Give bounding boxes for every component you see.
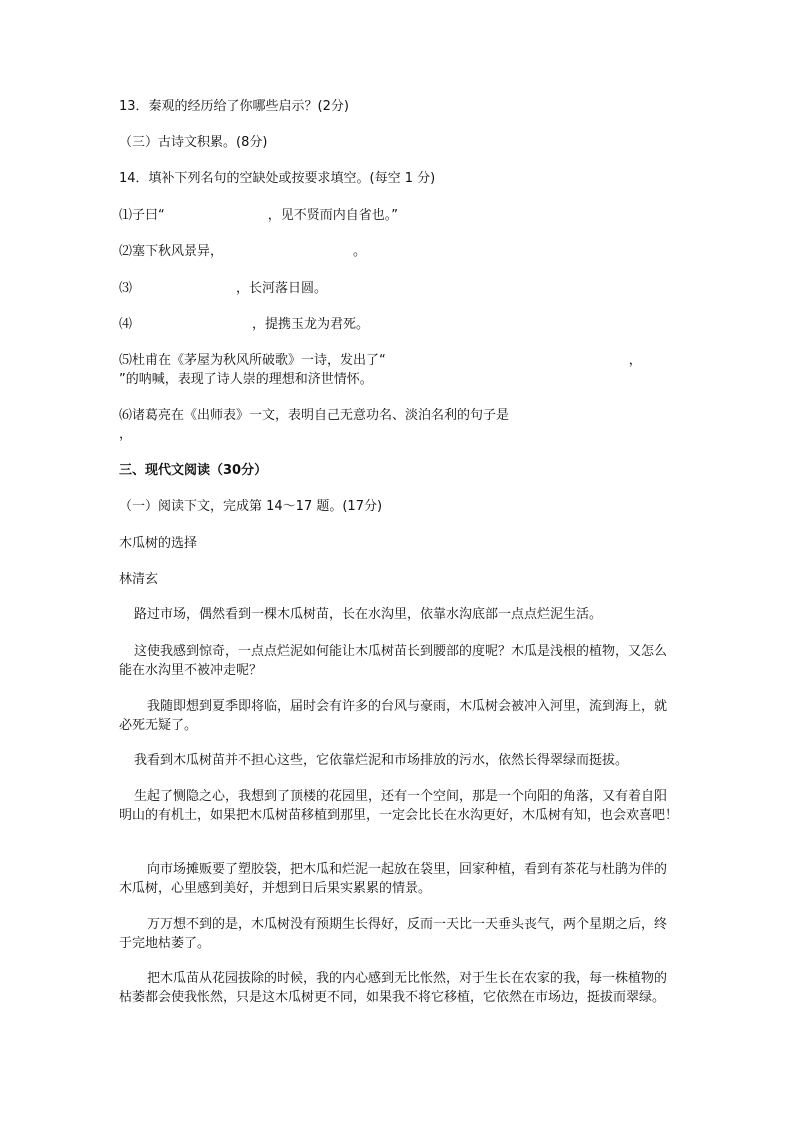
fill-in-item-2 [119, 242, 679, 261]
fill-2-prefix: ⑵塞下秋风景异， [119, 244, 224, 259]
fill-1-prefix: ⑴子曰“ [119, 208, 165, 223]
fill-5-prefix: ⑸杜甫在《茅屋为秋风所破歌》一诗，发出了“ [119, 353, 386, 368]
fill-in-item-1 [119, 206, 679, 225]
fill-3-suffix: ，长河落日圆。 [236, 281, 328, 296]
article-paragraph: 这使我感到惊奇，一点点烂泥如何能让木瓜树苗长到腰部的度呢？木瓜是浅根的植物，又怎么能在水沟里不被冲走呢？ [119, 644, 668, 678]
fill-2-suffix: 。 [353, 244, 367, 259]
article-title: 木瓜树的选择 [119, 536, 198, 551]
question-14: 14．填补下列名句的空缺处或按要求填空。(每空 1 分) [119, 171, 436, 186]
section-ancient-poetry-heading: （三）古诗文积累。(8分) [119, 135, 268, 150]
fill-1-suffix: ，见不贤而内自省也。” [267, 208, 398, 223]
fill-in-item-5-line-2: ”的呐喊，表现了诗人崇的理想和济世情怀。 [119, 372, 373, 387]
article-paragraph: 路过市场，偶然看到一棵木瓜树苗，长在水沟里，依靠水沟底部一点点烂泥生活。 [134, 607, 603, 622]
fill-in-item-4 [119, 315, 679, 334]
article-author: 林清玄 [119, 572, 159, 587]
fill-4-suffix: ，提携玉龙为君死。 [252, 317, 370, 332]
fill-3-prefix: ⑶ [119, 281, 133, 296]
article-paragraph: 万万想不到的是，木瓜树没有预期生长得好，反而一天比一天垂头丧气，两个星期之后，终于完地枯萎了。 [119, 917, 668, 951]
part-three-heading: 三、现代文阅读（30分） [119, 463, 268, 478]
article-paragraph: 我看到木瓜树苗并不担心这些，它依靠烂泥和市场排放的污水，依然长得翠绿而挺拔。 [134, 753, 629, 768]
fill-in-item-6-line-2: ， [119, 427, 133, 442]
article-paragraph: 向市场摊贩要了塑胶袋，把木瓜和烂泥一起放在袋里，回家种植，看到有茶花与杜鹃为伴的木瓜树，心里感到美好，并想到日后果实累累的情景。 [119, 862, 668, 896]
article-paragraph: 把木瓜苗从花园拔除的时候，我的内心感到无比怅然，对于生长在农家的我，每一株植物的枯萎都会使我怅然，只是这木瓜树更不同，如果我不将它移植，它依然在市场边，挺拔而翠绿。 [119, 971, 668, 1005]
article-paragraph: 我随即想到夏季即将临，届时会有许多的台风与豪雨，木瓜树会被冲入河里，流到海上，就必死无疑了。 [119, 699, 668, 733]
fill-5-comma: ， [628, 353, 642, 368]
fill-in-item-5-line-1 [119, 351, 679, 370]
article-paragraph: 生起了恻隐之心，我想到了顶楼的花园里，还有一个空间，那是一个向阳的角落，又有着自阳明山的有机土，如果把木瓜树苗移植到那里，一定会比长在水沟更好，木瓜树有知，也会欢喜吧！ [119, 789, 679, 823]
fill-in-item-6-line-1: ⑹诸葛亮在《出师表》一文，表明自己无意功名、淡泊名利的句子是 [119, 408, 510, 423]
fill-4-prefix: ⑷ [119, 317, 133, 332]
question-13: 13．秦观的经历给了你哪些启示？(2分) [119, 99, 349, 114]
reading-one-instructions: （一）阅读下文，完成第 14～17 题。(17分) [119, 499, 383, 514]
fill-in-item-3 [119, 279, 679, 298]
